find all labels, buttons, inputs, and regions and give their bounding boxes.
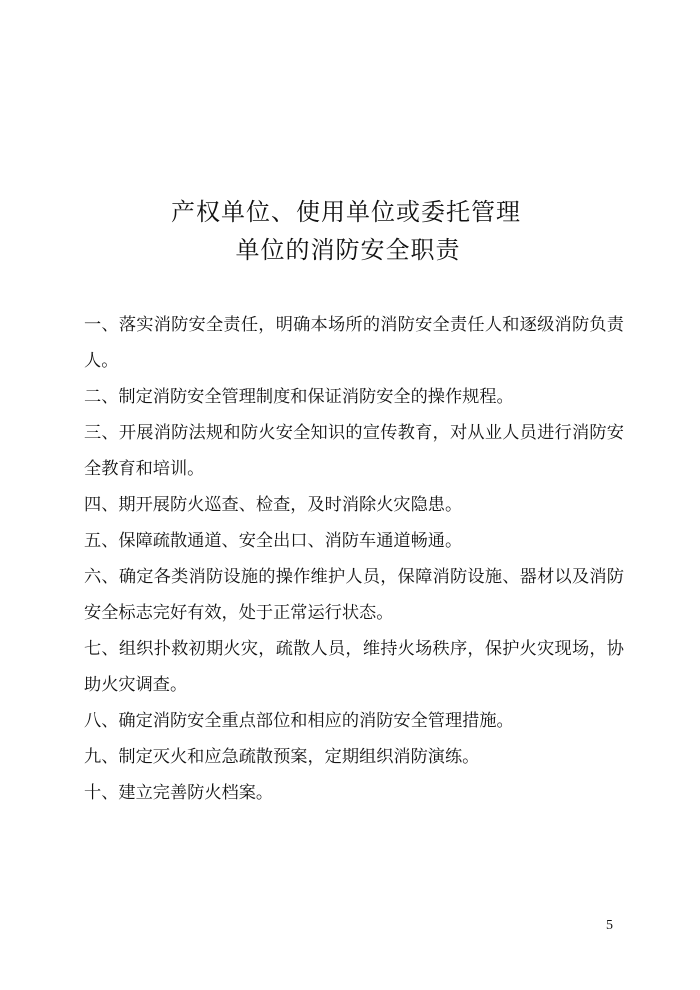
duty-item-1: 一、落实消防安全责任，明确本场所的消防安全责任人和逐级消防负责人。 <box>84 315 624 371</box>
duty-item-7: 七、组织扑救初期火灾，疏散人员，维持火场秩序，保护火灾现场，协助火灾调查。 <box>84 639 624 695</box>
duty-item-3: 三、开展消防法规和防火安全知识的宣传教育，对从业人员进行消防安全教育和培训。 <box>84 423 624 479</box>
duty-item-5: 五、保障疏散通道、安全出口、消防车通道畅通。 <box>84 531 463 551</box>
page-number: 5 <box>606 918 613 933</box>
duty-item-2: 二、制定消防安全管理制度和保证消防安全的操作规程。 <box>84 387 514 407</box>
document-title-line-2: 单位的消防安全职责 <box>235 236 461 264</box>
duty-list <box>84 307 624 811</box>
duty-item-8: 八、确定消防安全重点部位和相应的消防安全管理措施。 <box>84 711 514 731</box>
duty-item-10: 十、建立完善防火档案。 <box>84 783 274 803</box>
duty-item-9: 九、制定灭火和应急疏散预案，定期组织消防演练。 <box>84 747 480 767</box>
document-title-line-1: 产权单位、使用单位或委托管理 <box>171 198 521 226</box>
duty-item-4: 四、期开展防火巡查、检查，及时消除火灾隐患。 <box>84 495 463 515</box>
duty-item-6: 六、确定各类消防设施的操作维护人员，保障消防设施、器材以及消防安全标志完好有效，处于正常运行状态。 <box>84 567 624 623</box>
